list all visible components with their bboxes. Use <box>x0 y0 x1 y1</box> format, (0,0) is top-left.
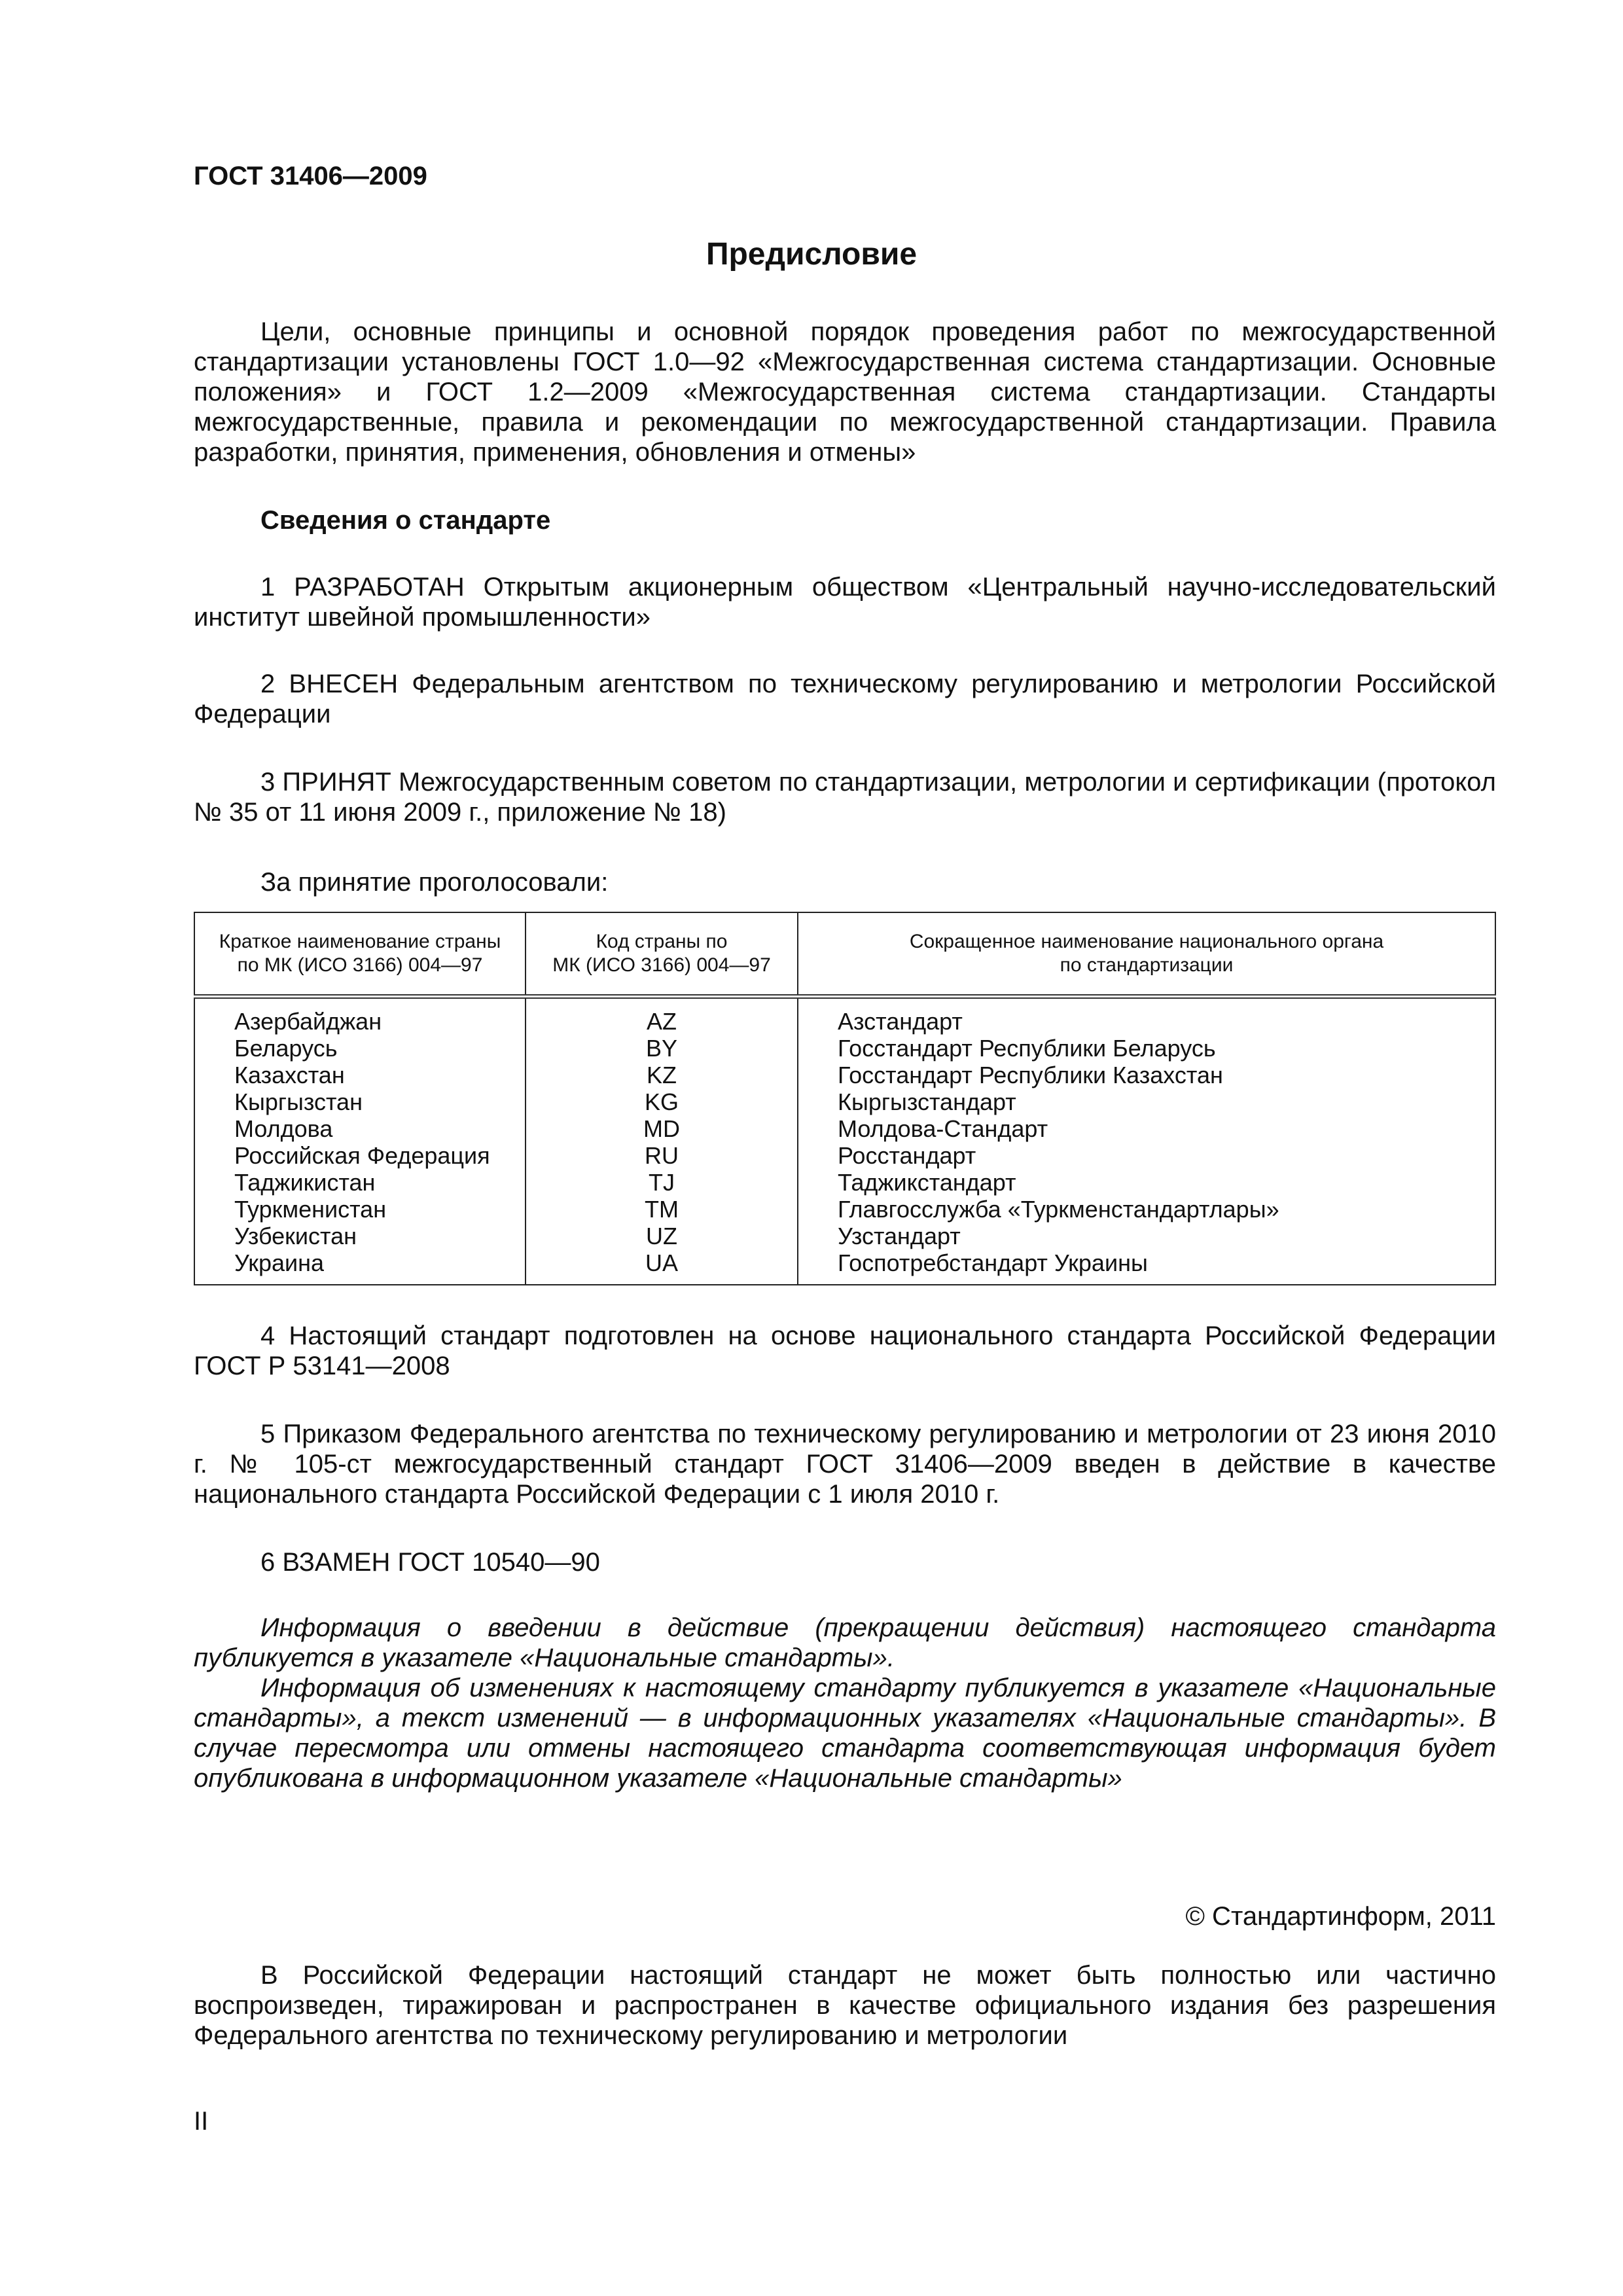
code-cell: UZ <box>526 1223 798 1249</box>
country-cell: Кыргызстан <box>194 1088 526 1115</box>
notice-text-1: Информация о введении в действие (прекращении действия) настоящего стандарта публикуется в указателе «Национальные стандарты». <box>194 1613 1496 1672</box>
header-code: Код страны по МК (ИСО 3166) 004—97 <box>526 912 798 997</box>
voting-table <box>194 912 1496 1285</box>
body-cell: Госстандарт Республики Беларусь <box>798 1035 1495 1062</box>
item-2 <box>194 669 1496 729</box>
voted-label: За принятие проголосовали: <box>260 868 609 897</box>
intro-text: Цели, основные принципы и основной порядок проведения работ по межгосударственной стандартизации установлены ГОСТ 1.0—92 «Межгосударственная система стандартизации. Основные положения» и ГОСТ 1.2—2009 «Межгосударственная система стандартизации. Стандарты межгосударственные, правила и рекомендации по межгосударственной стандартизации. Правила разработки, принятия, применения, обновления и отмены» <box>194 317 1496 467</box>
item-4-text: 4 Настоящий стандарт подготовлен на основе национального стандарта Российской Федерации ГОСТ Р 53141—2008 <box>194 1321 1496 1380</box>
item-3 <box>194 767 1496 827</box>
page-title: Предисловие <box>705 237 918 272</box>
item-5-text: 5 Приказом Федерального агентства по техническому регулированию и метрологии от 23 июня 2010 г. № 105-ст межгосударственный стандарт ГОСТ 31406—2009 введен в действие в качестве национального стандарта Российской Федерации с 1 июля 2010 г. <box>194 1420 1496 1509</box>
country-cell: Украина <box>194 1249 526 1285</box>
country-cell: Беларусь <box>194 1035 526 1062</box>
table-row <box>194 1249 1495 1285</box>
country-cell: Российская Федерация <box>194 1142 526 1169</box>
item-5 <box>194 1419 1496 1509</box>
header-country: Краткое наименование страны по МК (ИСО 3166) 004—97 <box>194 912 526 997</box>
table-row <box>194 1196 1495 1223</box>
country-cell: Молдова <box>194 1115 526 1142</box>
body-cell: Таджикстандарт <box>798 1169 1495 1196</box>
code-cell: TM <box>526 1196 798 1223</box>
body-cell: Госпотребстандарт Украины <box>798 1249 1495 1285</box>
table-row <box>194 1062 1495 1088</box>
info-heading: Сведения о стандарте <box>260 506 551 535</box>
country-cell: Казахстан <box>194 1062 526 1088</box>
code-cell: BY <box>526 1035 798 1062</box>
page-number: II <box>194 2107 209 2136</box>
code-cell: RU <box>526 1142 798 1169</box>
country-cell: Азербайджан <box>194 997 526 1035</box>
table-header-row <box>194 912 1495 997</box>
body-cell: Госстандарт Республики Казахстан <box>798 1062 1495 1088</box>
table-row <box>194 1223 1495 1249</box>
table-row <box>194 1169 1495 1196</box>
code-cell: KZ <box>526 1062 798 1088</box>
header-national-body: Сокращенное наименование национального органа по стандартизации <box>798 912 1495 997</box>
code-cell: UA <box>526 1249 798 1285</box>
item-6-text: 6 ВЗАМЕН ГОСТ 10540—90 <box>260 1548 600 1577</box>
item-3-text: 3 ПРИНЯТ Межгосударственным советом по стандартизации, метрологии и сертификации (протокол № 35 от 11 июня 2009 г., приложение № 18) <box>194 768 1496 827</box>
code-cell: KG <box>526 1088 798 1115</box>
body-cell: Узстандарт <box>798 1223 1495 1249</box>
notice-text-2: Информация об изменениях к настоящему стандарту публикуется в указателе «Национальные стандарты», а текст изменений — в информационных указателях «Национальные стандарты». В случае пересмотра или отмены настоящего стандарта соответствующая информация будет опубликована в информационном указателе «Национальные стандарты» <box>194 1674 1496 1793</box>
code-cell: MD <box>526 1115 798 1142</box>
rights-text: В Российской Федерации настоящий стандарт не может быть полностью или частично воспроизведен, тиражирован и распространен в качестве официального издания без разрешения Федерального агентства по техническому регулированию и метрологии <box>194 1961 1496 2050</box>
body-cell: Кыргызстандарт <box>798 1088 1495 1115</box>
country-cell: Узбекистан <box>194 1223 526 1249</box>
body-cell: Азстандарт <box>798 997 1495 1035</box>
body-cell: Росстандарт <box>798 1142 1495 1169</box>
country-cell: Таджикистан <box>194 1169 526 1196</box>
table-row <box>194 997 1495 1035</box>
publication-notice <box>194 1613 1496 1793</box>
table-row <box>194 1142 1495 1169</box>
table-row <box>194 1115 1495 1142</box>
item-6 <box>194 1547 1496 1577</box>
body-cell: Молдова-Стандарт <box>798 1115 1495 1142</box>
body-cell: Главгосслужба «Туркменстандартлары» <box>798 1196 1495 1223</box>
item-1-text: 1 РАЗРАБОТАН Открытым акционерным обществом «Центральный научно-исследовательский институт швейной промышленности» <box>194 573 1496 632</box>
document-code: ГОСТ 31406—2009 <box>194 162 427 190</box>
copyright: © Стандартинформ, 2011 <box>1185 1902 1496 1931</box>
item-4 <box>194 1321 1496 1381</box>
rights-paragraph <box>194 1960 1496 2051</box>
code-cell: TJ <box>526 1169 798 1196</box>
intro-paragraph <box>194 317 1496 467</box>
code-cell: AZ <box>526 997 798 1035</box>
table-row <box>194 1088 1495 1115</box>
item-2-text: 2 ВНЕСЕН Федеральным агентством по техническому регулированию и метрологии Российской Федерации <box>194 670 1496 728</box>
country-cell: Туркменистан <box>194 1196 526 1223</box>
item-1 <box>194 572 1496 632</box>
table-row <box>194 1035 1495 1062</box>
